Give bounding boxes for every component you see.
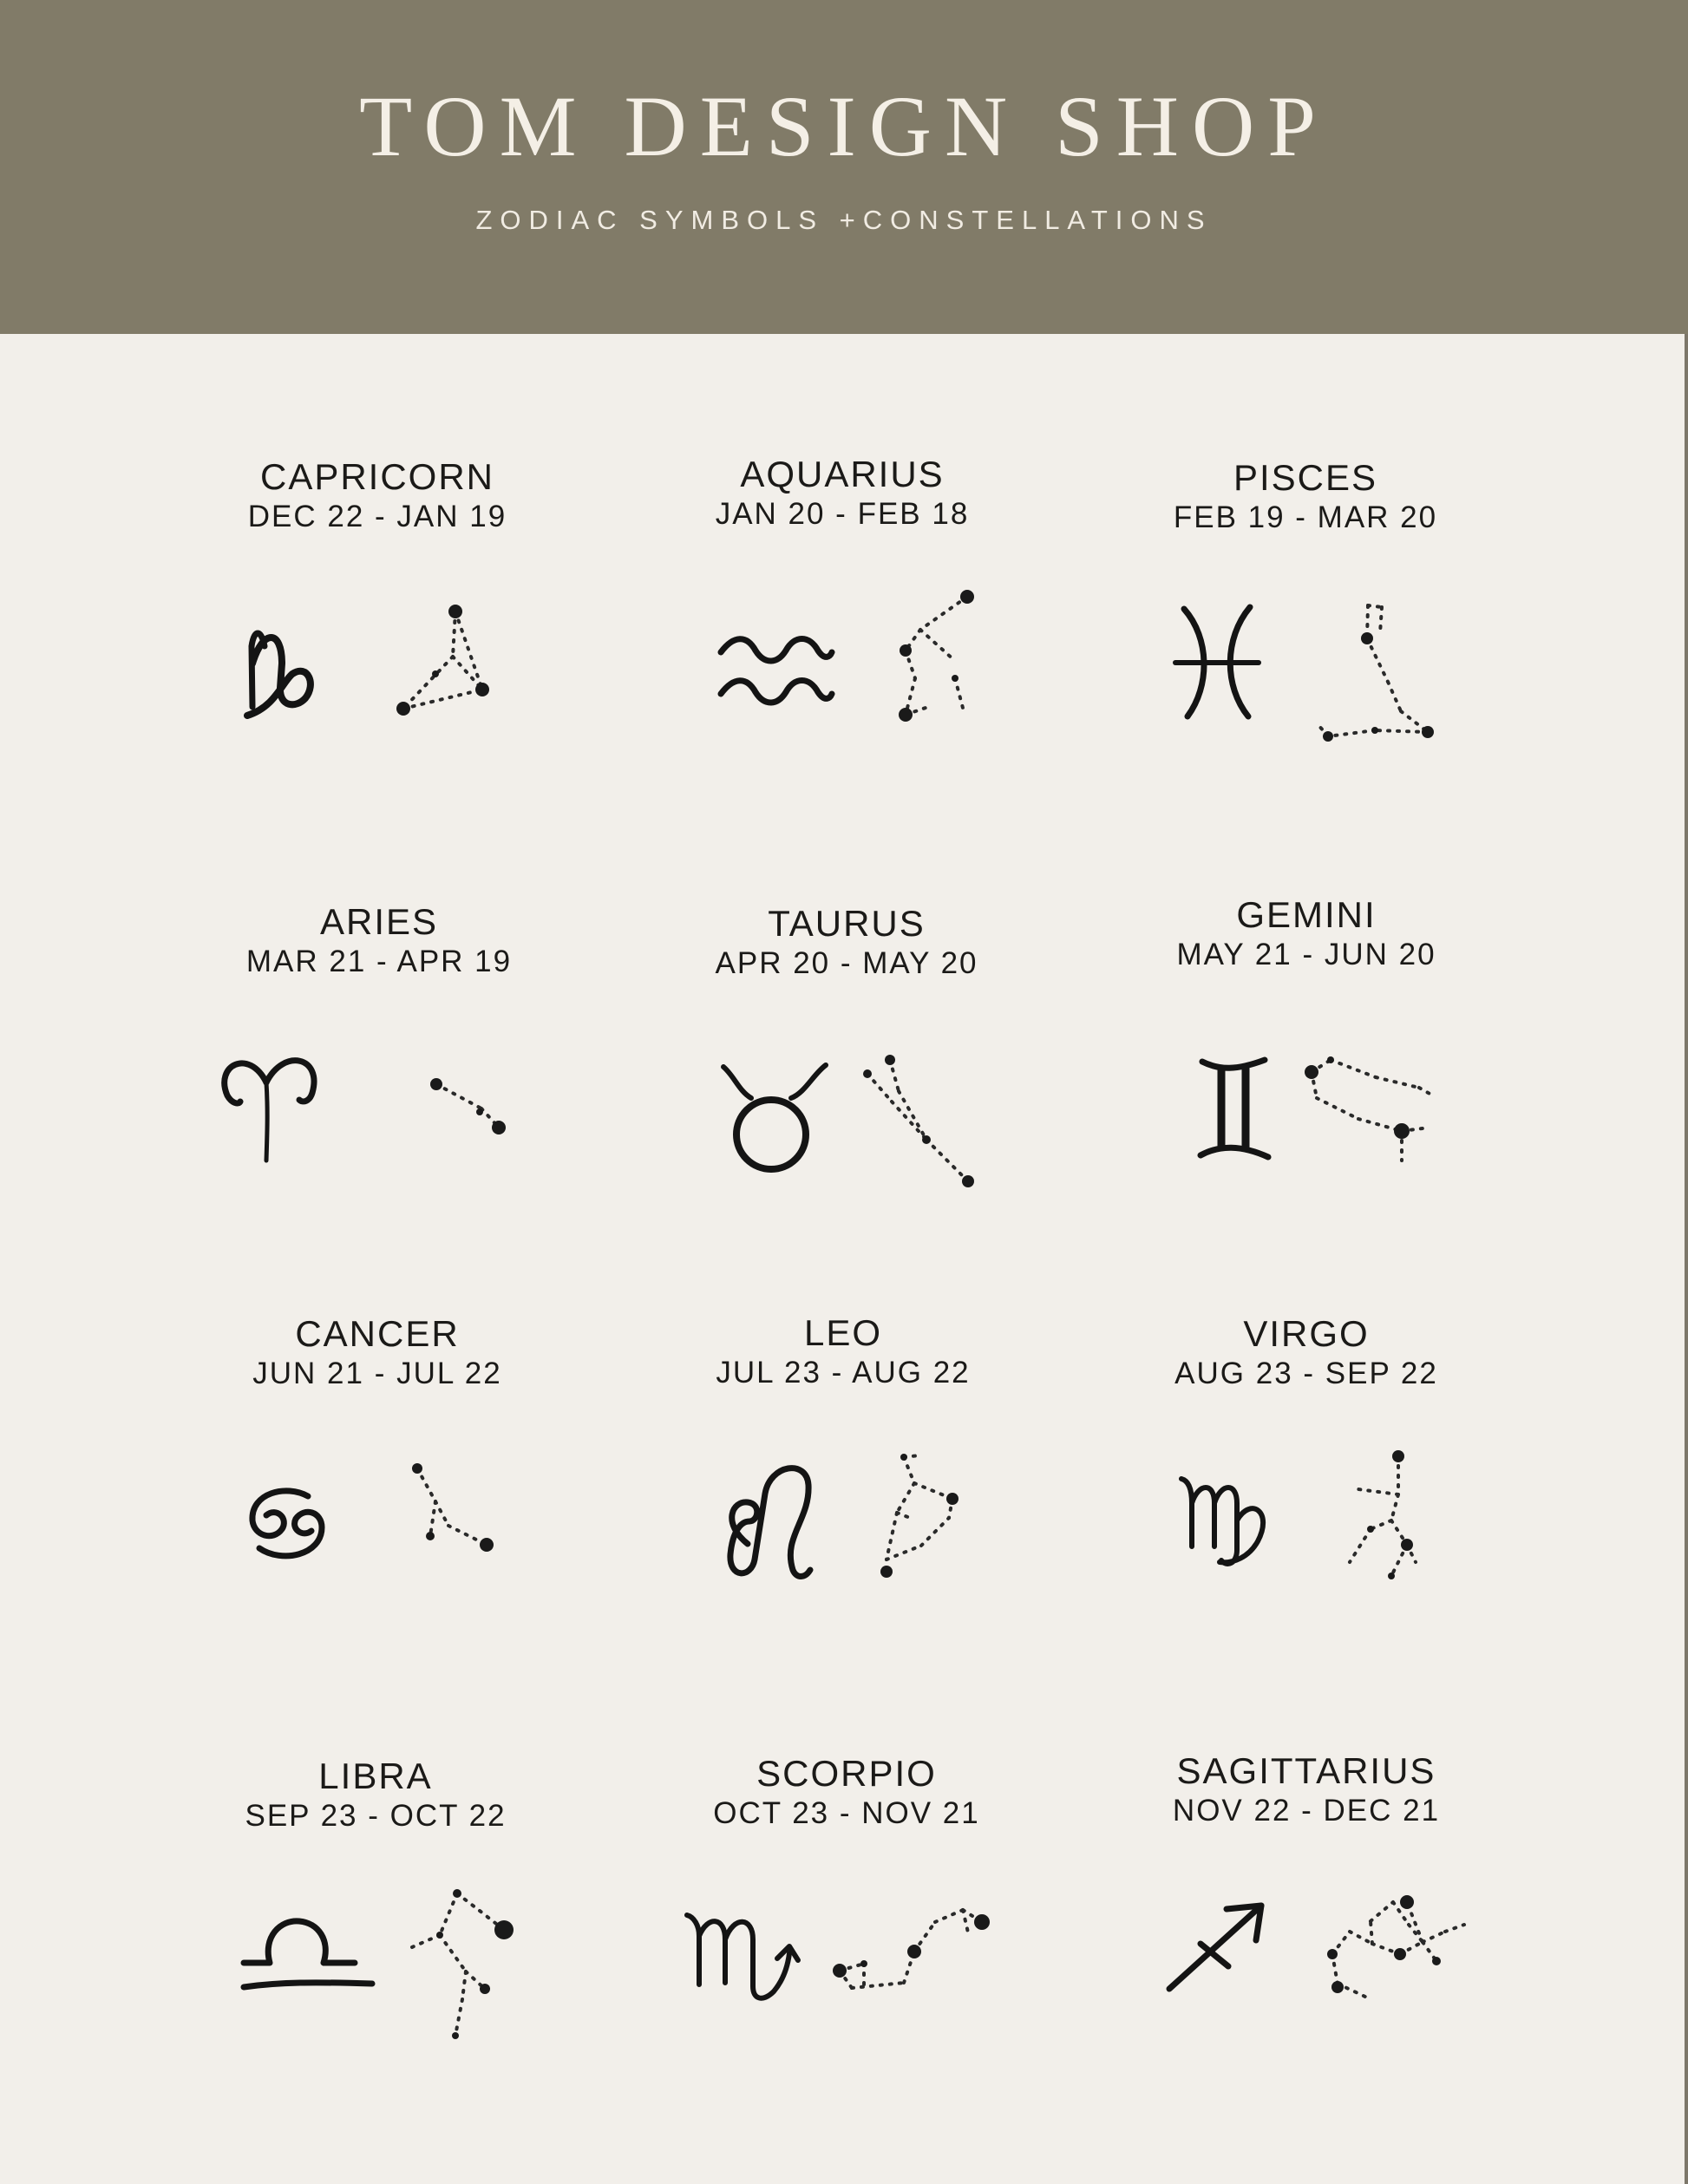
sign-card-aries [145, 900, 613, 1213]
aries-art [145, 1022, 613, 1195]
page-edge-divider [1685, 334, 1688, 2184]
header-banner [0, 0, 1688, 334]
scorpio-art [612, 1873, 1081, 2047]
pisces-art [1071, 578, 1540, 751]
sign-name: LEO [803, 1312, 883, 1353]
sign-dates: JUL 23 - AUG 22 [716, 1356, 971, 1390]
leo-symbol-icon [730, 1468, 810, 1577]
sign-name: GEMINI [1236, 894, 1377, 935]
cancer-constellation-icon [412, 1463, 494, 1552]
virgo-constellation-icon [1350, 1450, 1416, 1579]
pisces-symbol-icon [1175, 607, 1259, 716]
sign-dates: JUN 21 - JUL 22 [252, 1357, 502, 1390]
sign-card-aquarius [608, 453, 1076, 765]
sign-name: CAPRICORN [259, 456, 495, 497]
sign-name: ARIES [319, 901, 439, 942]
gemini-symbol-icon [1201, 1060, 1268, 1157]
sign-card-cancer [143, 1312, 612, 1625]
sign-name: LIBRA [318, 1756, 433, 1796]
sign-dates: MAY 21 - JUN 20 [1176, 938, 1436, 971]
sign-name: TAURUS [768, 903, 926, 944]
sign-card-libra [141, 1755, 610, 2067]
libra-constellation-icon [412, 1889, 514, 2039]
cancer-symbol-icon [252, 1491, 322, 1556]
sign-card-virgo [1072, 1312, 1541, 1625]
scorpio-symbol-icon [687, 1915, 798, 1998]
sign-dates: SEP 23 - OCT 22 [245, 1799, 507, 1833]
sign-card-scorpio [612, 1752, 1081, 2064]
sagittarius-art [1072, 1871, 1541, 2044]
sign-card-taurus [612, 902, 1081, 1214]
sign-card-gemini [1072, 893, 1541, 1206]
taurus-constellation-icon [863, 1055, 974, 1187]
sign-dates: AUG 23 - SEP 22 [1174, 1357, 1438, 1390]
sign-dates: MAR 21 - APR 19 [245, 945, 513, 978]
virgo-symbol-icon [1181, 1479, 1263, 1564]
sign-name: PISCES [1233, 457, 1378, 498]
virgo-art [1072, 1434, 1541, 1607]
capricorn-constellation-icon [396, 605, 489, 716]
aquarius-symbol-icon [721, 639, 832, 703]
sign-name: AQUARIUS [740, 454, 945, 494]
pisces-constellation-icon [1318, 605, 1434, 742]
scorpio-constellation-icon [833, 1910, 990, 1988]
page-subtitle: ZODIAC SYMBOLS +CONSTELLATIONS [475, 205, 1213, 235]
sign-card-leo [609, 1311, 1077, 1624]
libra-art [141, 1876, 610, 2050]
sagittarius-constellation-icon [1327, 1895, 1464, 1998]
sagittarius-symbol-icon [1169, 1906, 1261, 1989]
sign-card-capricorn [143, 455, 612, 768]
aries-constellation-icon [430, 1078, 506, 1135]
aquarius-constellation-icon [899, 590, 974, 722]
sign-card-pisces [1071, 456, 1540, 768]
leo-constellation-icon [880, 1454, 958, 1578]
aries-symbol-icon [225, 1061, 314, 1161]
aquarius-art [608, 574, 1076, 748]
sign-dates: APR 20 - MAY 20 [715, 946, 978, 980]
sign-card-sagittarius [1072, 1749, 1541, 2062]
sign-dates: OCT 23 - NOV 21 [713, 1796, 980, 1830]
taurus-symbol-icon [723, 1065, 826, 1169]
gemini-art [1072, 1015, 1541, 1188]
libra-symbol-icon [244, 1921, 372, 1987]
sign-dates: NOV 22 - DEC 21 [1172, 1794, 1441, 1828]
cancer-art [143, 1434, 612, 1607]
capricorn-art [143, 577, 612, 750]
taurus-art [612, 1023, 1081, 1197]
sign-name: SAGITTARIUS [1176, 1750, 1436, 1791]
gemini-constellation-icon [1305, 1056, 1431, 1161]
sign-dates: DEC 22 - JAN 19 [247, 500, 507, 533]
sign-name: VIRGO [1243, 1313, 1370, 1354]
capricorn-symbol-icon [247, 633, 311, 716]
sign-dates: JAN 20 - FEB 18 [715, 497, 970, 531]
leo-art [609, 1433, 1077, 1606]
brand-title: TOM DESIGN SHOP [359, 78, 1329, 174]
sign-name: SCORPIO [756, 1753, 937, 1794]
sign-dates: FEB 19 - MAR 20 [1173, 500, 1438, 534]
sign-name: CANCER [295, 1313, 460, 1354]
